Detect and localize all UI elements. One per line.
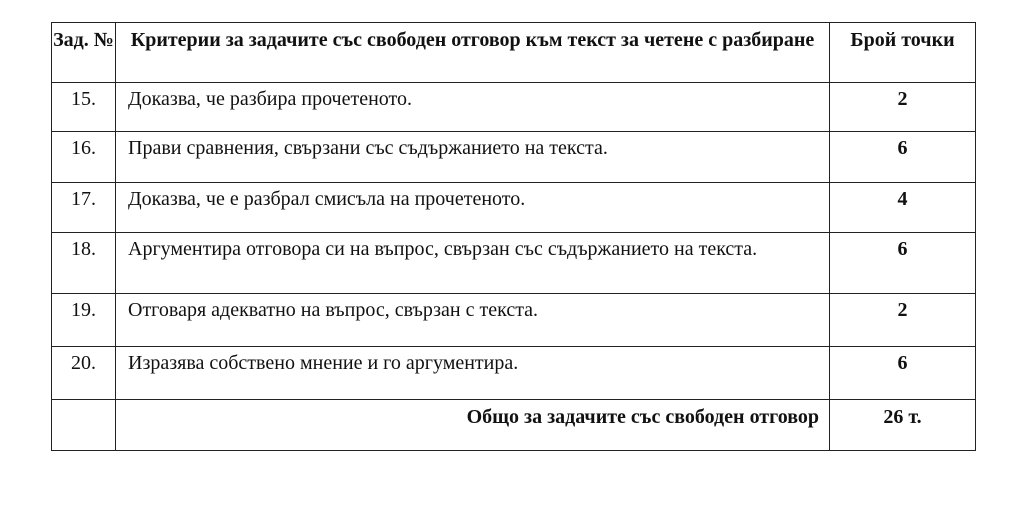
total-label: Общо за задачите със свободен отговор — [116, 400, 830, 451]
task-number-cell: 19. — [52, 294, 116, 347]
header-task-number: Зад. № — [52, 23, 116, 83]
points-cell: 2 — [830, 294, 976, 347]
table-row — [52, 347, 976, 400]
task-number-cell: 15. — [52, 83, 116, 132]
criteria-cell: Аргументира отговора си на въпрос, свързан със съдържанието на текста. — [116, 233, 830, 294]
header-row — [52, 23, 976, 83]
table-row — [52, 233, 976, 294]
points-cell: 4 — [830, 183, 976, 233]
table-row — [52, 294, 976, 347]
criteria-table — [51, 22, 976, 451]
task-number-cell: 18. — [52, 233, 116, 294]
table-row — [52, 183, 976, 233]
criteria-cell: Доказва, че е разбрал смисъла на прочетеното. — [116, 183, 830, 233]
task-number-cell: 16. — [52, 132, 116, 183]
table-row — [52, 132, 976, 183]
table-row — [52, 83, 976, 132]
criteria-cell: Изразява собствено мнение и го аргументира. — [116, 347, 830, 400]
criteria-cell: Прави сравнения, свързани със съдържанието на текста. — [116, 132, 830, 183]
task-number-cell: 20. — [52, 347, 116, 400]
task-number-cell: 17. — [52, 183, 116, 233]
criteria-cell: Отговаря адекватно на въпрос, свързан с текста. — [116, 294, 830, 347]
criteria-cell: Доказва, че разбира прочетеното. — [116, 83, 830, 132]
header-criteria: Критерии за задачите със свободен отговор към текст за четене с разбиране — [116, 23, 830, 83]
total-points: 26 т. — [830, 400, 976, 451]
points-cell: 6 — [830, 347, 976, 400]
points-cell: 6 — [830, 233, 976, 294]
empty-cell — [52, 400, 116, 451]
points-cell: 6 — [830, 132, 976, 183]
header-points: Брой точки — [830, 23, 976, 83]
points-cell: 2 — [830, 83, 976, 132]
total-row — [52, 400, 976, 451]
